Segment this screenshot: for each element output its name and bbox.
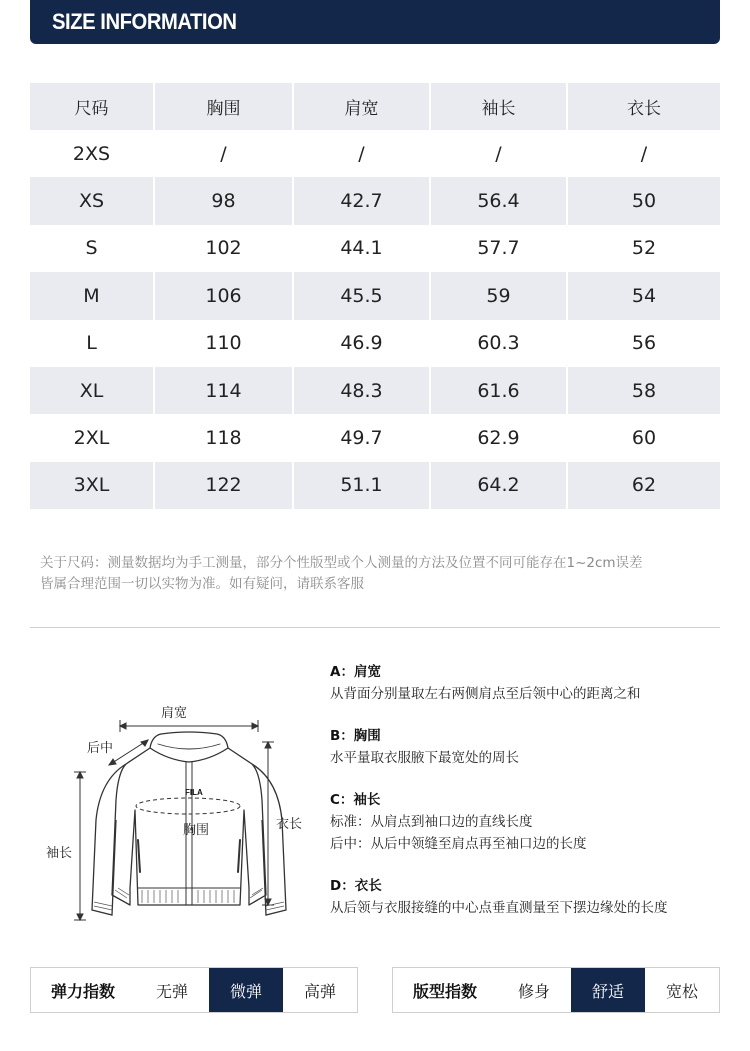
definition-text: 后中：从后中领缝至肩点再至袖口边的长度 — [330, 836, 587, 852]
table-cell: L — [30, 320, 154, 367]
table-cell: / — [640, 142, 648, 165]
elasticity-title: 弹力指数 — [50, 981, 115, 1001]
table-cell: 60 — [631, 427, 657, 450]
table-row — [30, 130, 720, 177]
table-cell: 56.4 — [430, 177, 567, 224]
definition-text: 从背面分别量取左右两侧肩点至后领中心的距离之和 — [330, 686, 641, 702]
size-note-line: 关于尺码：测量数据均为手工测量，部分个性版型或个人测量的方法及位置不同可能存在1~2cm误差 — [40, 555, 643, 571]
table-cell: 61.6 — [430, 367, 567, 414]
table-cell: 3XL — [30, 462, 154, 509]
definition-text: 水平量取衣服腋下最宽处的周长 — [330, 750, 519, 766]
table-row — [30, 414, 720, 461]
table-cell: 2XS — [30, 130, 154, 177]
table-cell: / — [293, 130, 430, 177]
table-header-row — [30, 83, 720, 130]
label-length: 衣长 — [276, 817, 303, 832]
fit-option-loose[interactable]: 宽松 — [665, 981, 698, 1001]
fila-logo: FILA — [185, 788, 203, 797]
table-row — [30, 367, 720, 414]
table-cell: 114 — [154, 367, 293, 414]
definition-chest — [330, 725, 720, 769]
table-row — [30, 225, 720, 272]
table-cell: XS — [30, 177, 154, 224]
table-cell: 45.5 — [293, 272, 430, 319]
size-note — [40, 553, 720, 595]
table-cell: 52 — [631, 237, 657, 260]
column-header: 肩宽 — [293, 83, 430, 130]
fit-option-slim[interactable]: 修身 — [517, 981, 550, 1001]
label-chest: 胸围 — [183, 823, 210, 838]
elasticity-index — [30, 967, 358, 1013]
label-shoulder: 肩宽 — [161, 706, 188, 721]
definition-length — [330, 875, 720, 919]
definition-text: 从后领与衣服接缝的中心点垂直测量至下摆边缘处的长度 — [330, 900, 668, 916]
table-cell: / — [430, 130, 567, 177]
definition-text: 标准：从肩点到袖口边的直线长度 — [330, 814, 533, 830]
label-back-center: 后中 — [87, 741, 114, 756]
table-cell: 118 — [154, 414, 293, 461]
table-cell: 98 — [154, 177, 293, 224]
table-cell: 62.9 — [430, 414, 567, 461]
table-row — [30, 462, 720, 509]
table-cell: 51.1 — [293, 462, 430, 509]
table-row — [30, 177, 720, 224]
label-sleeve: 袖长 — [46, 846, 73, 861]
left-sleeve — [92, 764, 126, 915]
definition-shoulder — [330, 661, 720, 705]
table-cell: 42.7 — [293, 177, 430, 224]
table-cell: 54 — [567, 272, 720, 319]
table-cell: 59 — [430, 272, 567, 319]
elasticity-option-slight[interactable]: 微弹 — [209, 968, 283, 1012]
jacket-collar — [150, 732, 228, 762]
size-note-line: 皆属合理范围一切以实物为准。如有疑问，请联系客服 — [40, 576, 364, 592]
table-cell: 57.7 — [430, 225, 567, 272]
definition-title: D：衣长 — [330, 878, 382, 894]
fit-index — [392, 967, 720, 1013]
elasticity-option-none[interactable]: 无弹 — [155, 981, 188, 1001]
column-header: 尺码 — [30, 83, 154, 130]
table-cell: 49.7 — [293, 414, 430, 461]
fit-option-comfort[interactable]: 舒适 — [571, 968, 645, 1012]
table-cell: / — [154, 130, 293, 177]
table-cell: 48.3 — [293, 367, 430, 414]
definition-title: C：袖长 — [330, 792, 381, 808]
table-cell: XL — [30, 367, 154, 414]
header-bar — [30, 0, 720, 44]
definition-sleeve — [330, 789, 720, 855]
table-cell: 2XL — [30, 414, 154, 461]
table-cell: 64.2 — [430, 462, 567, 509]
table-cell: 62 — [567, 462, 720, 509]
column-header: 胸围 — [154, 83, 293, 130]
section-divider — [30, 627, 720, 628]
table-cell: 50 — [567, 177, 720, 224]
fit-title: 版型指数 — [412, 981, 477, 1001]
right-sleeve — [252, 764, 286, 915]
table-cell: 56 — [631, 332, 657, 355]
table-cell: M — [30, 272, 154, 319]
table-cell: 122 — [154, 462, 293, 509]
elasticity-option-high[interactable]: 高弹 — [303, 981, 336, 1001]
table-cell: 106 — [154, 272, 293, 319]
table-cell: 46.9 — [293, 320, 430, 367]
definition-title: B：胸围 — [330, 728, 381, 744]
table-cell: S — [30, 225, 154, 272]
measurement-definitions — [330, 661, 720, 939]
size-table — [30, 83, 720, 509]
header-title: SIZE INFORMATION — [52, 9, 237, 34]
table-cell: 110 — [154, 320, 293, 367]
table-cell: 102 — [154, 225, 293, 272]
table-cell: 58 — [567, 367, 720, 414]
definition-title: A：肩宽 — [330, 664, 381, 680]
column-header: 袖长 — [430, 83, 567, 130]
table-cell: 44.1 — [293, 225, 430, 272]
table-row — [30, 272, 720, 319]
jacket-measurement-diagram — [30, 690, 330, 940]
table-row — [30, 320, 720, 367]
column-header: 衣长 — [567, 83, 720, 130]
table-cell: 60.3 — [430, 320, 567, 367]
